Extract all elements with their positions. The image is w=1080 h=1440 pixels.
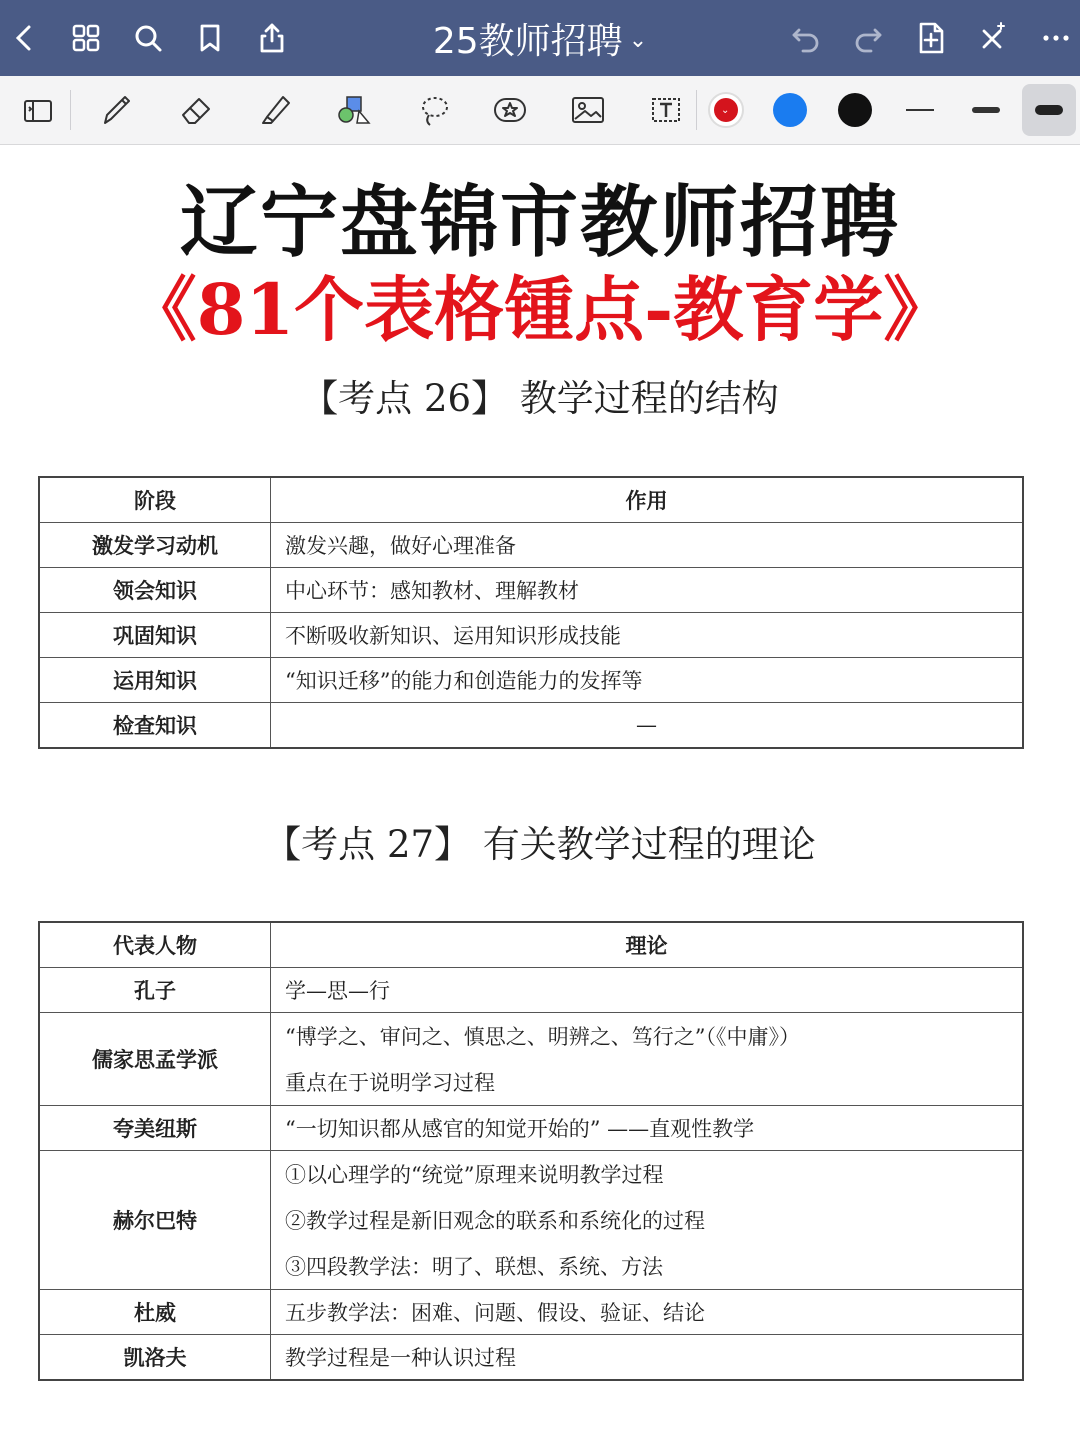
person-cell: 孔子 bbox=[39, 968, 271, 1013]
heading-prefix: 【考点 bbox=[264, 823, 387, 866]
top-nav-bar bbox=[0, 0, 1080, 76]
chevron-down-icon[interactable]: ⌄ bbox=[628, 27, 648, 53]
heading-number: 27 bbox=[386, 823, 435, 866]
text-icon[interactable] bbox=[640, 86, 692, 134]
person-cell: 杜威 bbox=[39, 1290, 271, 1335]
theory-line: “博学之、审问之、慎思之、明辨之、笃行之”（《中庸》） bbox=[285, 1025, 800, 1049]
effect-cell: 激发兴趣，做好心理准备 bbox=[271, 523, 1024, 568]
thickness-thick-selected[interactable] bbox=[1022, 84, 1076, 136]
page-title: 辽宁盘锦市教师招聘 bbox=[179, 177, 900, 268]
color-swatch-black[interactable] bbox=[838, 93, 872, 127]
drawing-toolbar bbox=[0, 76, 1080, 145]
document-title-text[interactable]: 25教师招聘 bbox=[432, 20, 623, 62]
table-row bbox=[39, 968, 1023, 1013]
table-row bbox=[39, 523, 1023, 568]
table-row bbox=[39, 1290, 1023, 1335]
color-swatch-red-selected[interactable] bbox=[708, 92, 744, 128]
teaching-process-structure-table bbox=[38, 476, 1024, 749]
add-page-icon[interactable] bbox=[907, 14, 955, 62]
theory-cell bbox=[271, 1013, 1024, 1106]
layout-icon[interactable] bbox=[12, 86, 64, 134]
table-row bbox=[39, 658, 1023, 703]
person-cell: 儒家思孟学派 bbox=[39, 1013, 271, 1106]
image-icon[interactable] bbox=[562, 86, 614, 134]
theory-cell: “一切知识都从感官的知觉开始的” ——直观性教学 bbox=[271, 1106, 1024, 1151]
theory-line: ③四段教学法：明了、联想、系统、方法 bbox=[285, 1255, 663, 1279]
theory-line: ②教学过程是新旧观念的联系和系统化的过程 bbox=[285, 1209, 705, 1233]
undo-icon[interactable] bbox=[782, 14, 830, 62]
person-cell: 凯洛夫 bbox=[39, 1335, 271, 1381]
table-row bbox=[39, 568, 1023, 613]
table-row bbox=[39, 1106, 1023, 1151]
more-icon[interactable] bbox=[1032, 14, 1080, 62]
theory-line: ①以心理学的“统觉”原理来说明教学过程 bbox=[285, 1163, 664, 1187]
sticker-icon[interactable] bbox=[484, 86, 536, 134]
table-row bbox=[39, 1013, 1023, 1106]
effect-cell: 不断吸收新知识、运用知识形成技能 bbox=[271, 613, 1024, 658]
page-subtitle: 《81个表格锺点-教育学》 bbox=[126, 268, 954, 351]
table-row bbox=[39, 703, 1023, 749]
theory-cell bbox=[271, 1151, 1024, 1290]
heading-text: 】 有关教学过程的理论 bbox=[434, 823, 816, 866]
heading-text: 】 教学过程的结构 bbox=[471, 377, 779, 420]
effect-cell: 中心环节：感知教材、理解教材 bbox=[271, 568, 1024, 613]
effect-cell: — bbox=[271, 703, 1024, 749]
theory-cell: 五步教学法：困难、问题、假设、验证、结论 bbox=[271, 1290, 1024, 1335]
eraser-icon[interactable] bbox=[170, 86, 222, 134]
header-cell-stage: 阶段 bbox=[39, 477, 271, 523]
pen-icon[interactable] bbox=[90, 86, 142, 134]
header-cell-theory: 理论 bbox=[271, 922, 1024, 968]
header-cell-effect: 作用 bbox=[271, 477, 1024, 523]
person-cell: 赫尔巴特 bbox=[39, 1151, 271, 1290]
theory-line: 重点在于说明学习过程 bbox=[285, 1071, 495, 1095]
stage-cell: 运用知识 bbox=[39, 658, 271, 703]
thickness-thin[interactable] bbox=[906, 109, 934, 111]
theory-cell: 教学过程是一种认识过程 bbox=[271, 1335, 1024, 1381]
teaching-process-theories-table bbox=[38, 921, 1024, 1381]
chevron-down-icon: ⌄ bbox=[721, 105, 730, 116]
table-row bbox=[39, 613, 1023, 658]
table-row bbox=[39, 1335, 1023, 1381]
stage-cell: 巩固知识 bbox=[39, 613, 271, 658]
header-cell-person: 代表人物 bbox=[39, 922, 271, 968]
thickness-medium[interactable] bbox=[972, 107, 1000, 113]
person-cell: 夸美纽斯 bbox=[39, 1106, 271, 1151]
search-icon[interactable] bbox=[124, 14, 172, 62]
table-header-row bbox=[39, 477, 1023, 523]
effect-cell: “知识迁移”的能力和创造能力的发挥等 bbox=[271, 658, 1024, 703]
color-swatch-blue[interactable] bbox=[773, 93, 807, 127]
table-header-row bbox=[39, 922, 1023, 968]
shapes-icon[interactable] bbox=[328, 86, 380, 134]
table-row bbox=[39, 1151, 1023, 1290]
heading-number: 26 bbox=[423, 377, 472, 420]
heading-prefix: 【考点 bbox=[301, 377, 424, 420]
lasso-icon[interactable] bbox=[408, 86, 460, 134]
stage-cell: 激发学习动机 bbox=[39, 523, 271, 568]
section-heading-27 bbox=[0, 814, 1080, 868]
theory-cell: 学—思—行 bbox=[271, 968, 1024, 1013]
stage-cell: 领会知识 bbox=[39, 568, 271, 613]
back-icon[interactable] bbox=[0, 14, 48, 62]
bookmark-icon[interactable] bbox=[186, 14, 234, 62]
grid-icon[interactable] bbox=[62, 14, 110, 62]
highlighter-icon[interactable] bbox=[250, 86, 302, 134]
stage-cell: 检查知识 bbox=[39, 703, 271, 749]
close-icon[interactable] bbox=[969, 14, 1017, 62]
section-heading-26 bbox=[0, 368, 1080, 422]
redo-icon[interactable] bbox=[844, 14, 892, 62]
share-icon[interactable] bbox=[248, 14, 296, 62]
